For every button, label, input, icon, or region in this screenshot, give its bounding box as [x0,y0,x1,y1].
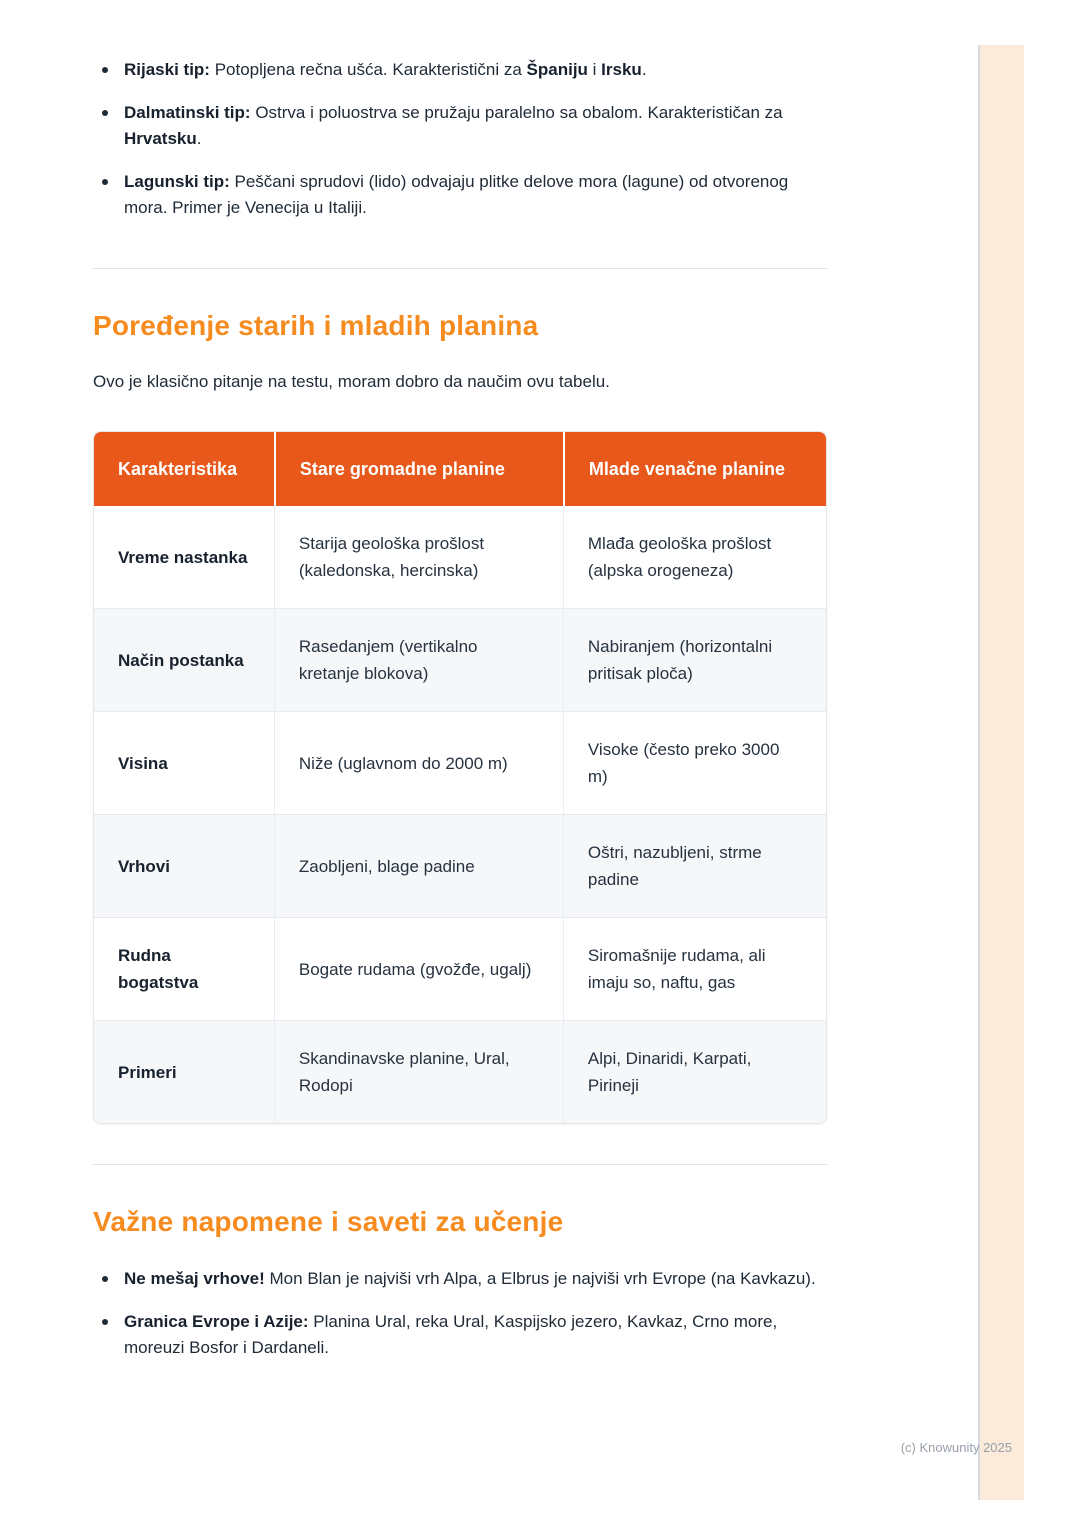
table-cell: Rasedanjem (vertikalno kretanje blokova) [274,608,563,711]
list-item [93,169,827,221]
list-item-text: Peščani sprudovi (lido) odvajaju plitke delove mora (lagune) od otvorenog mora. Primer je Venecija u Italiji. [124,172,789,217]
table-cell: Visoke (često preko 3000 m) [563,711,826,814]
side-stripe [978,45,1024,1500]
table-cell: Mlađa geološka prošlost (alpska orogeneza) [563,506,826,608]
table-cell: Niže (uglavnom do 2000 m) [274,711,563,814]
footer-credit: (c) Knowunity 2025 [900,1440,1012,1455]
list-item-text: . [196,129,202,148]
section-divider [93,268,827,269]
comparison-table [93,431,827,1124]
list-item-text: Potopljena rečna ušća. Karakteristični za [209,60,527,79]
notes-list [93,1266,827,1361]
list-item [93,1309,827,1361]
list-item-bold-text: Lagunski tip: [124,172,230,191]
list-item-text: Planina Ural, reka Ural, Kaspijsko jezero, Kavkaz, Crno more, moreuzi Bosfor i Dardaneli. [124,1312,778,1357]
table-cell: Starija geološka prošlost (kaledonska, hercinska) [274,506,563,608]
table-cell: Siromašnije rudama, ali imaju so, naftu, gas [563,917,826,1020]
table-row [94,506,826,608]
table-header-row [94,432,826,506]
table-cell: Oštri, nazubljeni, strme padine [563,814,826,917]
row-label-cell: Vrhovi [94,814,274,917]
list-item-text: Ostrva i poluostrva se pružaju paralelno sa obalom. Karakterističan za [250,103,783,122]
list-item-bold-text: Rijaski tip: [124,60,210,79]
table-row [94,711,826,814]
list-item-bold-text: Irsku [601,60,642,79]
row-label-cell: Visina [94,711,274,814]
table-cell: Zaobljeni, blage padine [274,814,563,917]
list-item-bold-text: Granica Evrope i Azije: [124,1312,309,1331]
table-cell: Bogate rudama (gvožđe, ugalj) [274,917,563,1020]
table-cell: Alpi, Dinaridi, Karpati, Pirineji [563,1020,826,1123]
coast-types-list [93,57,827,221]
row-label-cell: Primeri [94,1020,274,1123]
row-label-cell: Vreme nastanka [94,506,274,608]
table-row [94,917,826,1020]
list-item [93,100,827,152]
table-header-young-mountains: Mlade venačne planine [563,432,826,506]
table-row [94,608,826,711]
content-area [93,57,827,1378]
list-item-bold-text: Dalmatinski tip: [124,103,251,122]
table-header-old-mountains: Stare gromadne planine [274,432,563,506]
list-item [93,57,827,83]
table-cell: Skandinavske planine, Ural, Rodopi [274,1020,563,1123]
list-item-bold-text: Hrvatsku [124,129,197,148]
table-row [94,814,826,917]
table-body [94,506,826,1123]
comparison-intro-text: Ovo je klasično pitanje na testu, moram dobro da naučim ovu tabelu. [93,372,610,391]
list-item-bold-text: Španiju [526,60,588,79]
list-item-text: Mon Blan je najviši vrh Alpa, a Elbrus je najviši vrh Evrope (na Kavkazu). [264,1269,816,1288]
row-label-cell: Način postanka [94,608,274,711]
row-label-cell: Rudna bogatstva [94,917,274,1020]
list-item [93,1266,827,1292]
section-divider [93,1164,827,1165]
section-title-comparison: Poređenje starih i mladih planina [93,310,539,341]
table-header-characteristic: Karakteristika [94,432,274,506]
list-item-bold-text: Ne mešaj vrhove! [124,1269,265,1288]
table-cell: Nabiranjem (horizontalni pritisak ploča) [563,608,826,711]
list-item-text: i [587,60,602,79]
list-item-text: . [641,60,647,79]
table-row [94,1020,826,1123]
section-title-notes: Važne napomene i saveti za učenje [93,1206,564,1237]
